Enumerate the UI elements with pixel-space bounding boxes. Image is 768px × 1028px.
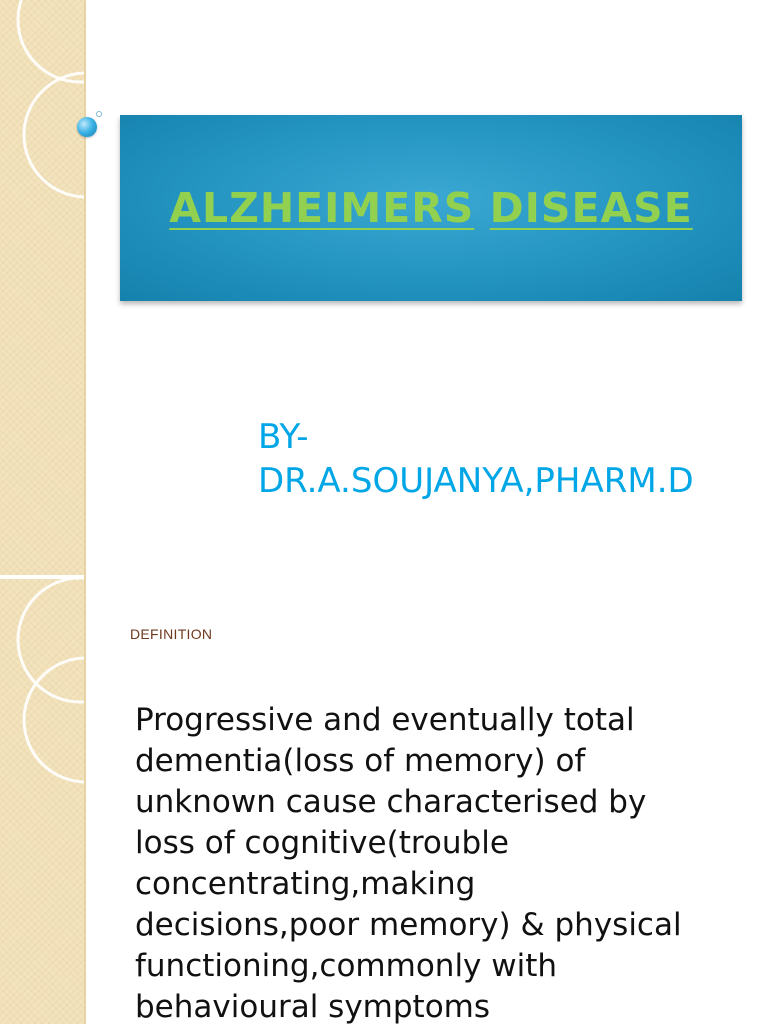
blue-orb-icon bbox=[77, 117, 97, 137]
author-line-by: BY- bbox=[258, 417, 309, 457]
title-word-disease: DISEASE bbox=[489, 184, 693, 232]
definition-line: unknown cause characterised by bbox=[135, 784, 647, 820]
slide-title bbox=[169, 184, 692, 232]
definition-line: dementia(loss of memory) of bbox=[135, 743, 586, 779]
slide-divider bbox=[0, 575, 84, 579]
circle-ornaments bbox=[0, 0, 84, 1024]
definition-line: decisions,poor memory) & physical bbox=[135, 907, 682, 943]
author-block bbox=[258, 415, 763, 503]
definition-line: loss of cognitive(trouble bbox=[135, 825, 509, 861]
title-banner bbox=[120, 115, 742, 301]
small-ring-icon bbox=[96, 111, 102, 117]
definition-line: concentrating,making bbox=[135, 866, 476, 902]
author-line-name: DR.A.SOUJANYA,PHARM.D bbox=[258, 461, 694, 501]
title-word-alzheimers: ALZHEIMERS bbox=[169, 184, 475, 232]
definition-heading: DEFINITION bbox=[130, 626, 213, 642]
definition-line: behavioural symptoms bbox=[135, 989, 491, 1025]
definition-line: functioning,commonly with bbox=[135, 948, 558, 984]
definition-body bbox=[135, 700, 760, 1028]
decorative-side-strip bbox=[0, 0, 86, 1024]
definition-line: Progressive and eventually total bbox=[135, 702, 635, 738]
